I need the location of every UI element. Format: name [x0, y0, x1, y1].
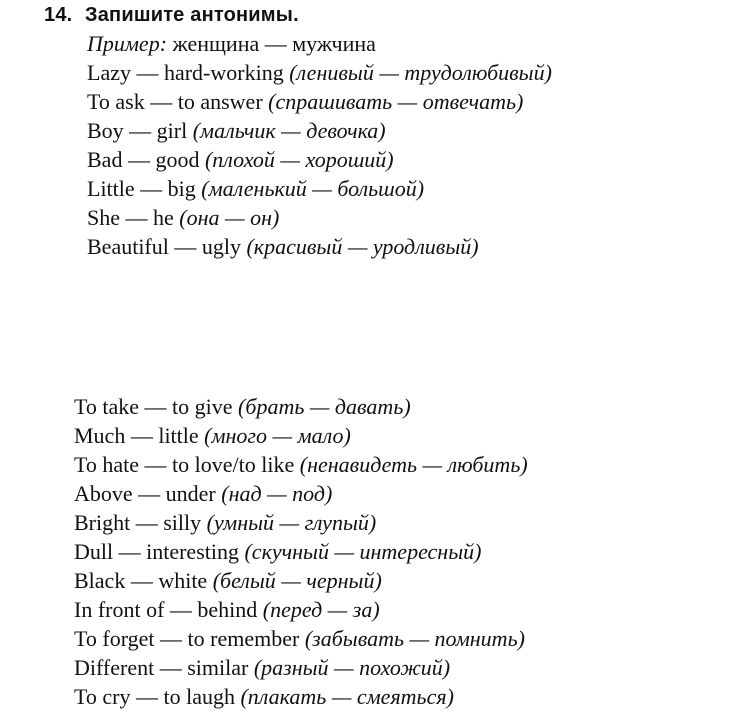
english-pair: To forget — to remember: [74, 626, 300, 651]
antonym-line: [74, 653, 528, 682]
antonym-line: [74, 566, 528, 595]
english-pair: Different — similar: [74, 655, 249, 680]
english-pair: In front of — behind: [74, 597, 258, 622]
russian-translation: (разный — похожий): [253, 655, 451, 680]
antonym-line: [74, 508, 528, 537]
english-pair: Lazy — hard-working: [87, 60, 284, 85]
english-pair: Black — white: [74, 568, 208, 593]
russian-translation: (умный — глупый): [206, 510, 377, 535]
english-pair: Above — under: [74, 481, 216, 506]
russian-translation: (скучный — интересный): [244, 539, 482, 564]
russian-translation: (она — он): [179, 205, 280, 230]
russian-translation: (мальчик — девочка): [192, 118, 386, 143]
antonym-line: [74, 392, 528, 421]
english-pair: To take — to give: [74, 394, 233, 419]
russian-translation: (перед — за): [262, 597, 380, 622]
exercise-number: 14.: [44, 4, 73, 26]
antonym-list-first: [87, 29, 552, 261]
english-pair: To ask — to answer: [87, 89, 263, 114]
example-line: [87, 29, 552, 58]
antonym-line: [87, 174, 552, 203]
example-text: женщина — мужчина: [172, 31, 376, 56]
antonym-line: [87, 116, 552, 145]
exercise-title: Запишите антонимы.: [85, 4, 299, 26]
antonym-line: [74, 682, 528, 711]
exercise-heading: [44, 4, 299, 27]
english-pair: To hate — to love/to like: [74, 452, 295, 477]
antonym-line: [74, 624, 528, 653]
english-pair: She — he: [87, 205, 174, 230]
russian-translation: (брать — давать): [238, 394, 411, 419]
russian-translation: (белый — черный): [212, 568, 382, 593]
russian-translation: (забывать — помнить): [304, 626, 525, 651]
antonym-line: [74, 450, 528, 479]
russian-translation: (спрашивать — отвечать): [268, 89, 524, 114]
russian-translation: (красивый — уродливый): [246, 234, 479, 259]
english-pair: Bad — good: [87, 147, 200, 172]
english-pair: Bright — silly: [74, 510, 202, 535]
russian-translation: (ненавидеть — любить): [299, 452, 528, 477]
example-label: Пример:: [87, 31, 168, 56]
russian-translation: (маленький — большой): [201, 176, 425, 201]
antonym-line: [74, 479, 528, 508]
russian-translation: (плохой — хороший): [204, 147, 394, 172]
antonym-line: [87, 145, 552, 174]
english-pair: Beautiful — ugly: [87, 234, 241, 259]
english-pair: To cry — to laugh: [74, 684, 235, 709]
antonym-line: [74, 537, 528, 566]
antonym-line: [74, 421, 528, 450]
antonym-line: [87, 232, 552, 261]
antonym-line: [87, 87, 552, 116]
english-pair: Much — little: [74, 423, 199, 448]
antonym-list-second: [74, 392, 528, 711]
antonym-line: [87, 203, 552, 232]
russian-translation: (плакать — смеяться): [240, 684, 454, 709]
russian-translation: (над — под): [221, 481, 333, 506]
russian-translation: (ленивый — трудолюбивый): [289, 60, 552, 85]
english-pair: Dull — interesting: [74, 539, 239, 564]
russian-translation: (много — мало): [204, 423, 351, 448]
english-pair: Little — big: [87, 176, 196, 201]
english-pair: Boy — girl: [87, 118, 188, 143]
antonym-line: [87, 58, 552, 87]
antonym-line: [74, 595, 528, 624]
